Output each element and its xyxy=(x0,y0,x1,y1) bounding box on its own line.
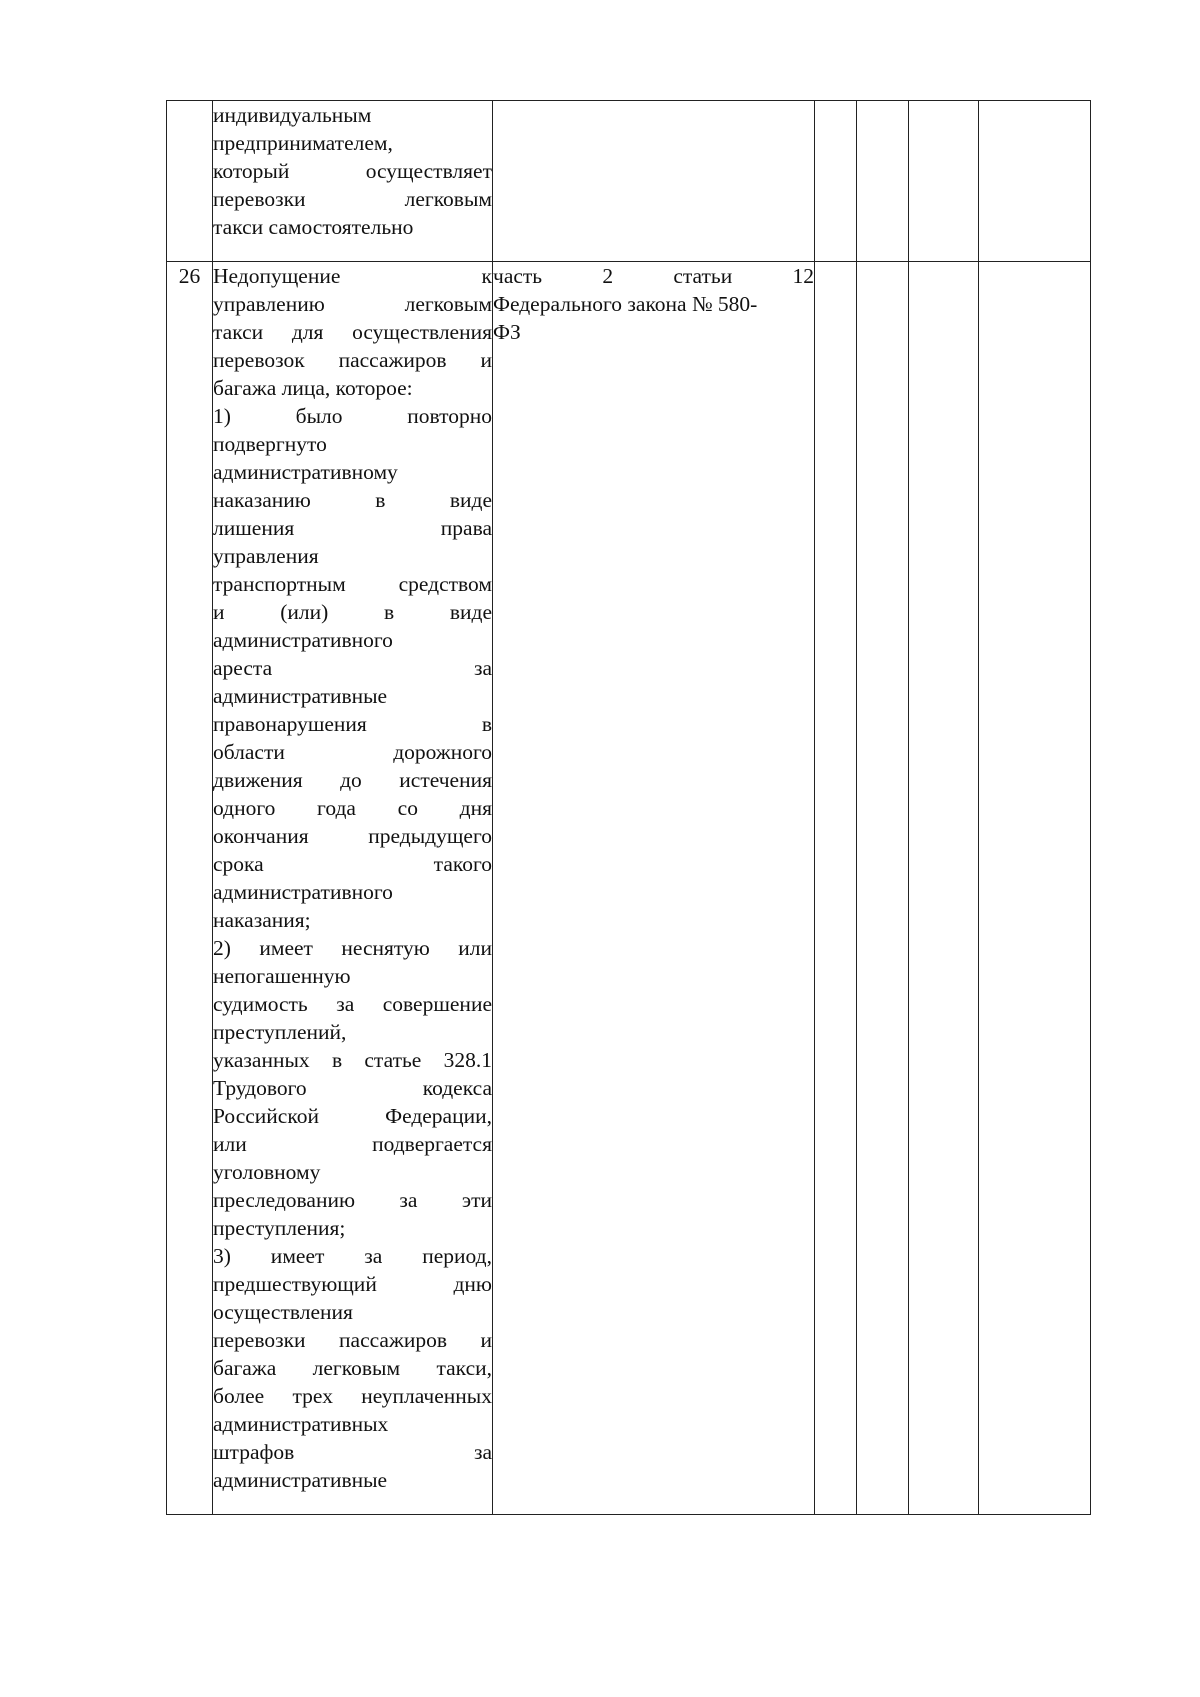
text-line: Российской Федерации, xyxy=(213,1104,492,1128)
text-line: перевозки легковым xyxy=(213,187,492,211)
table-row xyxy=(167,101,1091,262)
reference-line: ФЗ xyxy=(493,320,521,344)
reference-line: Федерального закона № 580- xyxy=(493,292,758,316)
text-line: который осуществляет xyxy=(213,159,492,183)
text-line: перевозок пассажиров и xyxy=(213,348,492,372)
text-line: предпринимателем, xyxy=(213,131,393,155)
text-line: движения до истечения xyxy=(213,768,492,792)
text-line: области дорожного xyxy=(213,740,492,764)
text-line: административному xyxy=(213,460,398,484)
requirements-table xyxy=(166,100,1091,1515)
requirement-description xyxy=(213,101,493,262)
text-line: или подвергается xyxy=(213,1132,492,1156)
text-line: багажа лица, которое: xyxy=(213,376,413,400)
text-line: багажа легковым такси, xyxy=(213,1356,492,1380)
text-line: индивидуальным xyxy=(213,103,372,127)
text-line: такси самостоятельно xyxy=(213,215,414,239)
text-line: 1) было повторно xyxy=(213,404,492,428)
text-line: ареста за xyxy=(213,656,492,680)
text-line: административные xyxy=(213,684,388,708)
text-line: окончания предыдущего xyxy=(213,824,492,848)
text-line: административных xyxy=(213,1412,389,1436)
text-line: непогашенную xyxy=(213,964,351,988)
text-line: осуществления xyxy=(213,1300,353,1324)
text-line: указанных в статье 328.1 xyxy=(213,1048,492,1072)
text-line: административного xyxy=(213,628,393,652)
text-line: 3) имеет за период, xyxy=(213,1244,492,1268)
empty-cell xyxy=(815,101,857,262)
text-line: одного года со дня xyxy=(213,796,492,820)
text-line: предшествующий дню xyxy=(213,1272,492,1296)
text-line: такси для осуществления xyxy=(213,320,492,344)
empty-cell xyxy=(815,262,857,1515)
text-line: преступлений, xyxy=(213,1020,347,1044)
text-line: более трех неуплаченных xyxy=(213,1384,492,1408)
text-line: 2) имеет неснятую или xyxy=(213,936,492,960)
empty-cell xyxy=(909,262,979,1515)
text-line: Трудового кодекса xyxy=(213,1076,492,1100)
empty-cell xyxy=(979,101,1091,262)
requirement-description xyxy=(213,262,493,1515)
text-line: преступления; xyxy=(213,1216,346,1240)
text-line: лишения права xyxy=(213,516,492,540)
text-line: Недопущение к xyxy=(213,264,492,288)
legal-reference xyxy=(493,101,815,262)
text-line: уголовному xyxy=(213,1160,321,1184)
text-line: перевозки пассажиров и xyxy=(213,1328,492,1352)
text-line: срока такого xyxy=(213,852,492,876)
text-line: преследованию за эти xyxy=(213,1188,492,1212)
legal-reference xyxy=(493,262,815,1515)
text-line: транспортным средством xyxy=(213,572,492,596)
row-number: 26 xyxy=(167,262,213,1515)
text-line: административного xyxy=(213,880,393,904)
text-line: наказанию в виде xyxy=(213,488,492,512)
text-line: судимость за совершение xyxy=(213,992,492,1016)
text-line: правонарушения в xyxy=(213,712,492,736)
empty-cell xyxy=(857,101,909,262)
row-number xyxy=(167,101,213,262)
empty-cell xyxy=(857,262,909,1515)
reference-line: часть 2 статьи 12 xyxy=(493,264,814,288)
text-line: управлению легковым xyxy=(213,292,492,316)
text-line: управления xyxy=(213,544,319,568)
table-row xyxy=(167,262,1091,1515)
text-line: и (или) в виде xyxy=(213,600,492,624)
text-line: подвергнуто xyxy=(213,432,327,456)
text-line: административные xyxy=(213,1468,388,1492)
text-line: наказания; xyxy=(213,908,311,932)
empty-cell xyxy=(909,101,979,262)
empty-cell xyxy=(979,262,1091,1515)
text-line: штрафов за xyxy=(213,1440,492,1464)
